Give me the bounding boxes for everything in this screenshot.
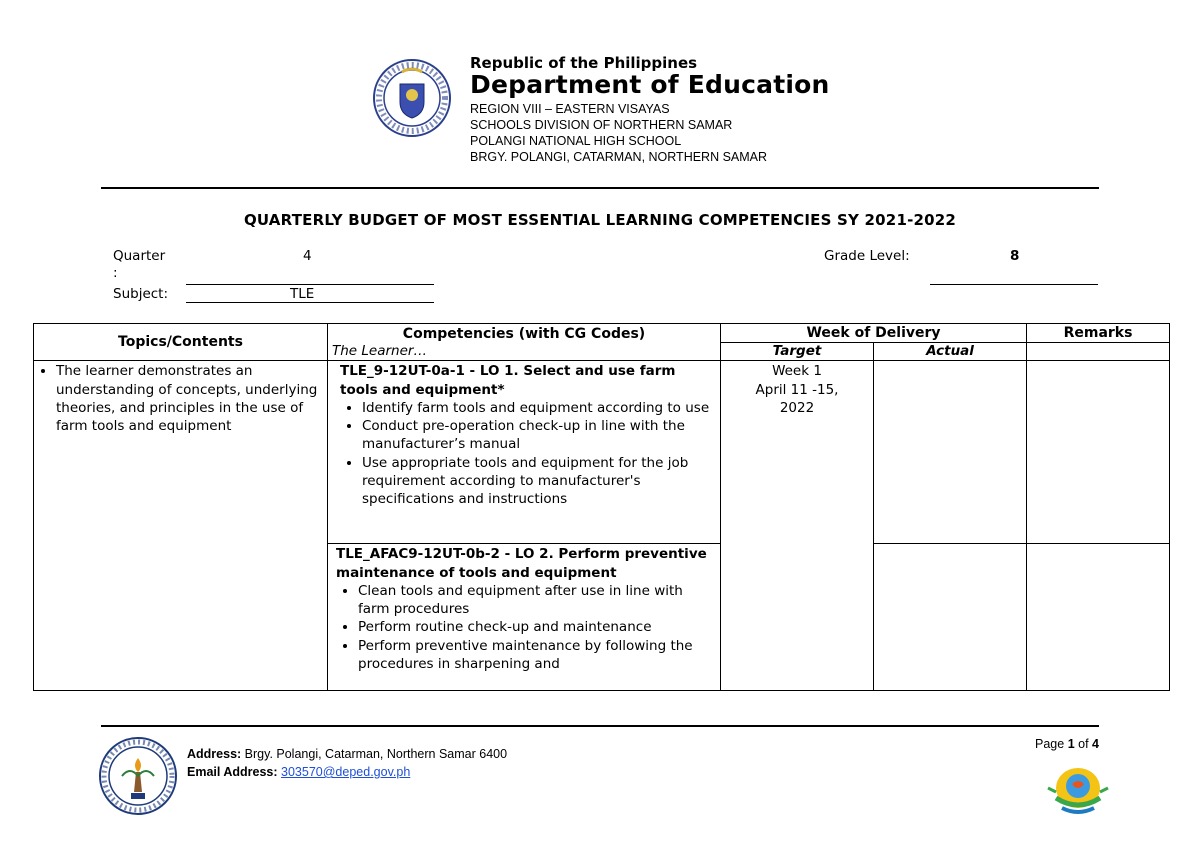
- remarks-cell-1: [1027, 361, 1170, 544]
- header-divider: [101, 187, 1099, 189]
- footer-email-label: Email Address:: [187, 765, 278, 779]
- footer-address-label: Address:: [187, 747, 242, 761]
- competency-2-item: • Perform routine check-up and maintenance: [358, 618, 716, 636]
- subject-underline: [186, 302, 434, 303]
- competency-1-item: • Identify farm tools and equipment according to use: [362, 399, 716, 417]
- topics-cell: [34, 361, 328, 691]
- competency-1-item: • Conduct pre-operation check-up in line with the manufacturer’s manual: [362, 417, 716, 454]
- header-region: REGION VIII – EASTERN VISAYAS: [470, 102, 670, 116]
- header-school-address: BRGY. POLANGI, CATARMAN, NORTHERN SAMAR: [470, 150, 768, 164]
- header-target: Target: [721, 343, 874, 361]
- deped-seal-logo: [372, 58, 452, 138]
- competency-code-1: TLE_9-12UT-0a-1 - LO 1. Select and use farm tools and equipment*: [340, 363, 676, 398]
- competency-2-item: • Perform preventive maintenance by following the procedures in sharpening and: [358, 637, 716, 674]
- competency-cell-2: [328, 544, 721, 691]
- target-year: 2022: [779, 399, 815, 416]
- header-remarks-blank: [1027, 343, 1170, 361]
- page-total: 4: [1092, 737, 1099, 751]
- competency-2-item: • Clean tools and equipment after use in line with farm procedures: [358, 582, 716, 619]
- remarks-cell-2: [1027, 544, 1170, 691]
- page-current: 1: [1067, 737, 1075, 751]
- actual-cell-1: [874, 361, 1027, 544]
- school-seal-logo: [98, 736, 178, 816]
- header-school: POLANGI NATIONAL HIGH SCHOOL: [470, 134, 682, 148]
- target-dates: April 11 -15,: [755, 381, 839, 398]
- header-topics: Topics/Contents: [34, 324, 328, 361]
- competency-code-2: TLE_AFAC9-12UT-0b-2 - LO 2. Perform preventive maintenance of tools and equipment: [336, 546, 707, 581]
- quarter-underline: [186, 284, 434, 285]
- grade-level-label: Grade Level:: [824, 248, 910, 264]
- header-competencies: Competencies (with CG Codes): [328, 324, 721, 343]
- footer-email: [187, 765, 410, 779]
- target-week: Week 1: [772, 363, 822, 380]
- page-number: [1035, 737, 1099, 751]
- quarter-label: Quarter: [113, 248, 166, 264]
- footer-divider: [101, 725, 1099, 727]
- competency-cell-1: [328, 361, 721, 544]
- header-division: SCHOOLS DIVISION OF NORTHERN SAMAR: [470, 118, 733, 132]
- grade-level-value: 8: [1010, 248, 1020, 264]
- header-republic: Republic of the Philippines: [470, 54, 698, 72]
- topic-item: • The learner demonstrates an understanding of concepts, underlying theories, and principles in the use of farm tools and equipment: [56, 362, 323, 435]
- school-mascot-logo: [1036, 758, 1120, 820]
- target-cell: [721, 361, 874, 691]
- header-actual: Actual: [874, 343, 1027, 361]
- header-learner: The Learner…: [328, 343, 721, 361]
- page-prefix: Page: [1035, 737, 1065, 751]
- header-department: Department of Education: [470, 70, 830, 99]
- footer-address: [187, 747, 507, 761]
- quarter-value: 4: [303, 248, 312, 264]
- header-week-of-delivery: Week of Delivery: [721, 324, 1027, 343]
- subject-value: TLE: [290, 286, 315, 302]
- header-remarks: Remarks: [1027, 324, 1170, 343]
- competency-1-item: • Use appropriate tools and equipment for the job requirement according to manufacturer's specifications and instructions: [362, 454, 716, 509]
- grade-level-underline: [930, 284, 1098, 285]
- subject-label: Subject:: [113, 286, 169, 302]
- footer-address-value: Brgy. Polangi, Catarman, Northern Samar 6400: [244, 747, 508, 761]
- document-title: QUARTERLY BUDGET OF MOST ESSENTIAL LEARNING COMPETENCIES SY 2021-2022: [243, 211, 957, 229]
- footer-email-link[interactable]: 303570@deped.gov.ph: [281, 765, 411, 779]
- actual-cell-2: [874, 544, 1027, 691]
- budget-table: [33, 323, 1170, 691]
- page-of: of: [1078, 737, 1089, 751]
- quarter-colon: :: [113, 265, 118, 281]
